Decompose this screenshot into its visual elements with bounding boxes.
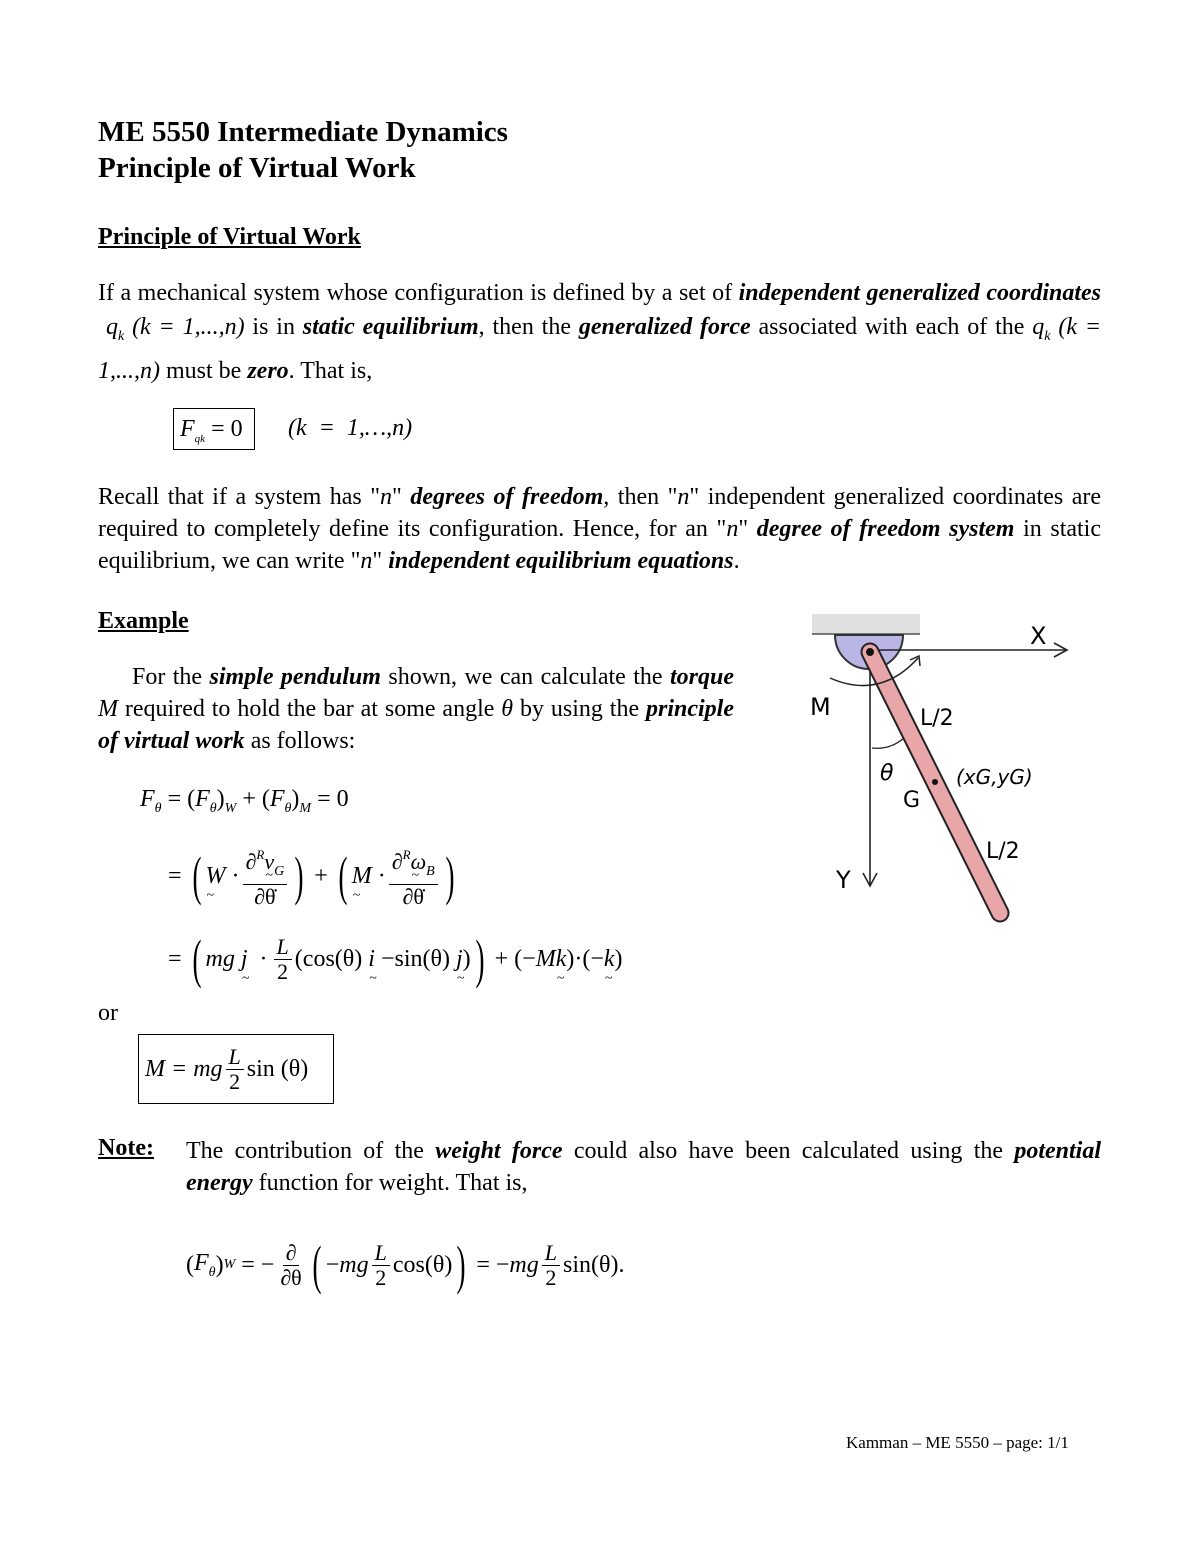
paragraph-recall: Recall that if a system has "n" degrees of freedom, then "n" independent generalized coordinates are required to completely define its configuration. Hence, for an "n" degree of freedom system in static equilibrium, we can write "n" independent equilibrium equations.: [98, 484, 1102, 574]
equation-line-3: = ( mg j ~ · $\frac{L}{2}$ (cos(θ) i ~ −sin(θ) j ~ ) ) + (− M k ~ )·(− k ~ ): [168, 924, 623, 994]
course-title: ME 5550 Intermediate Dynamics: [98, 116, 508, 148]
or-text: or: [98, 1000, 118, 1026]
x-label: X: [1030, 622, 1047, 650]
lower-half-length: L/2: [986, 839, 1020, 864]
g-label: G: [903, 788, 921, 813]
theta-arc: [872, 738, 904, 748]
upper-half-length: L/2: [920, 706, 954, 731]
ceiling: [812, 614, 920, 634]
center-of-mass-dot: [932, 779, 938, 785]
boxed-result: M = mg $\frac{L}{2}$ sin (θ): [138, 1034, 334, 1104]
potential-energy-equation: ( $F_\theta$ ) W = − $\frac{\partial}{\partial\theta}$ ( − mg $\frac{L}{2}$ cos(θ) ) = − mg $\frac{L}{2}$ sin(θ).: [186, 1235, 625, 1295]
y-label: Y: [836, 866, 851, 894]
theta-label: θ: [880, 761, 894, 786]
example-paragraph: For the simple pendulum shown, we can calculate the torque M required to hold the bar at some angle θ by using the principle of virtual work as follows:: [98, 664, 735, 754]
pendulum-figure: [800, 600, 1100, 940]
example-heading: Example: [98, 608, 189, 634]
topic-title: Principle of Virtual Work: [98, 152, 416, 184]
coordinate-label: (xG,yG): [956, 765, 1033, 789]
moment-label: M: [810, 693, 831, 721]
equation-line-2: = ( W ~ · $\frac{\partial^Rv \sim_G}{\partial\thetȧ}$ ) + ( M ~ · $\frac{\partial^R\omega \sim_B}{\partial\thetȧ}$ ): [168, 836, 459, 916]
paragraph-definition: If a mechanical system whose configuration is defined by a set of independent generalized coordinates $q_k$ (k = 1,...,n) is in static equilibrium, then the generalized force associated with each of the $q_k$ (k = 1,...,n) must be zero. That is,: [98, 280, 1102, 384]
boxed-equilibrium-equation: $F_{qk} = 0$: [173, 408, 255, 450]
pivot-pin: [866, 648, 874, 656]
note-label: Note:: [98, 1135, 154, 1161]
equation-range: (k = 1,…,n): [288, 415, 413, 441]
equation-line-1: $F_\theta = (F_\theta)_W + (F_\theta)_M = 0$: [140, 786, 349, 816]
note-text: The contribution of the weight force could also have been calculated using the potential energy function for weight. That is,: [186, 1138, 1102, 1196]
page-footer: Kamman – ME 5550 – page: 1/1: [846, 1433, 1069, 1452]
section-heading: Principle of Virtual Work: [98, 224, 361, 250]
